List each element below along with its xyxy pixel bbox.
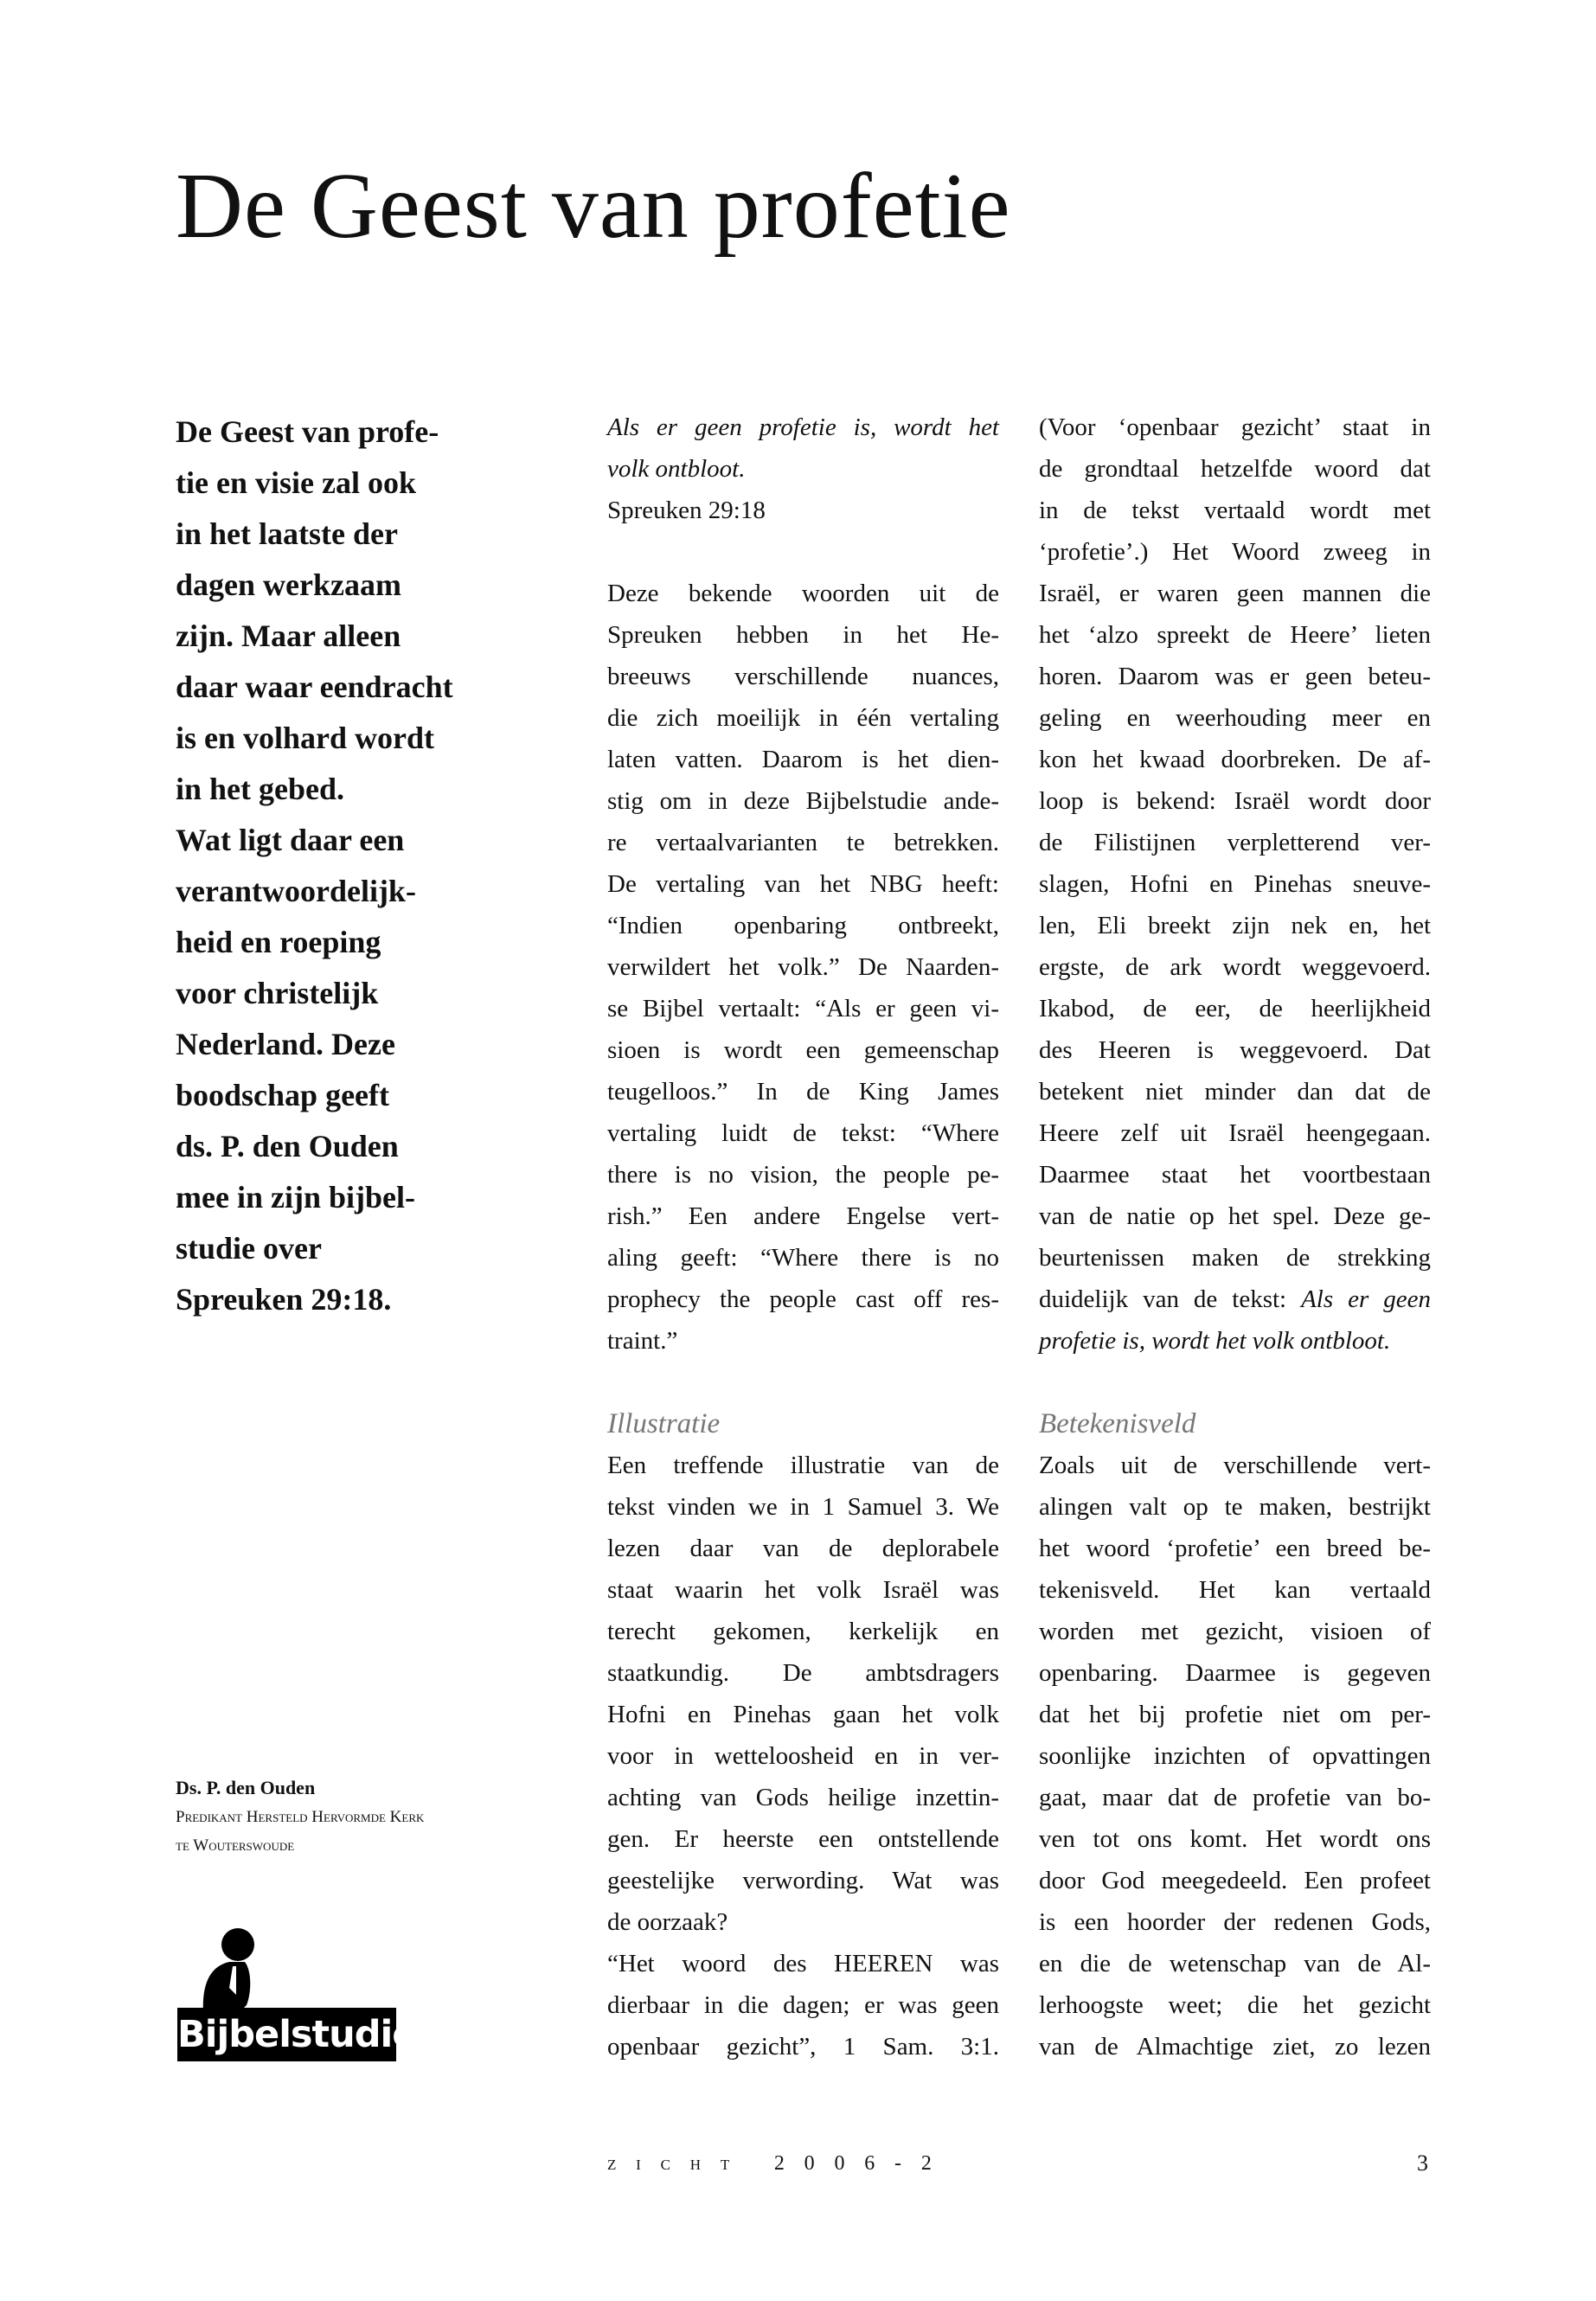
text-line: prophecy the people cast off res- (607, 1285, 999, 1313)
text-line: Als er geen profetie is, wordt het (607, 413, 999, 441)
blank-line (607, 531, 999, 573)
lead-line: tie en visie zal ook (176, 465, 416, 500)
text-line: Hofni en Pinehas gaan het volk (607, 1701, 999, 1728)
lead-line: voor christelijk (176, 976, 379, 1010)
text-line: “Het woord des HEEREN was (607, 1950, 999, 1977)
text-line: lerhoogste weet; die het gezicht (1039, 1991, 1431, 2019)
lead-line: daar waar eendracht (176, 670, 453, 704)
text-line: kon het kwaad doorbreken. De af- (1039, 746, 1431, 773)
bijbelstudie-logo (177, 1919, 417, 2061)
text-line: vertaling luidt de tekst: “Where (607, 1119, 999, 1147)
author-name: Ds. P. den Ouden (176, 1777, 316, 1798)
logo-label: Bijbelstudie (177, 2008, 396, 2061)
text-line: horen. Daarom was er geen beteu- (1039, 663, 1431, 690)
text-line: slagen, Hofni en Pinehas sneuve- (1039, 870, 1431, 898)
text-line: tekst vinden we in 1 Samuel 3. We (607, 1493, 999, 1521)
text-line: Spreuken hebben in het He- (607, 621, 999, 649)
text-line: is een hoorder der redenen Gods, (1039, 1908, 1431, 1936)
text-line: des Heeren is weggevoerd. Dat (1039, 1036, 1431, 1064)
text-line (1039, 1279, 1431, 1320)
text-line: volk ontbloot. (607, 455, 746, 483)
text-line: rish.” Een andere Engelse vert- (607, 1202, 999, 1230)
lead-line: ds. P. den Ouden (176, 1129, 399, 1163)
text-line: Spreuken 29:18 (607, 497, 766, 524)
article-title: De Geest van profetie (176, 155, 1011, 258)
author-place: te Wouterswoude (176, 1836, 295, 1855)
text-line: geling en weerhouding meer en (1039, 704, 1431, 732)
page-number: 3 (1417, 2150, 1428, 2176)
lead-line: studie over (176, 1231, 322, 1266)
text-line: sioen is wordt een gemeenschap (607, 1036, 999, 1064)
text-line: openbaar gezicht”, 1 Sam. 3:1. (607, 2033, 999, 2061)
text-line: Een treffende illustratie van de (607, 1452, 999, 1479)
text-line: terecht gekomen, kerkelijk en (607, 1618, 999, 1645)
lead-line: verantwoordelijk- (176, 874, 416, 908)
text-line: openbaring. Daarmee is gegeven (1039, 1659, 1431, 1687)
body-column-right (1039, 407, 1431, 2067)
text-line: stig om in deze Bijbelstudie ande- (607, 787, 999, 815)
text-line: Daarmee staat het voortbestaan (1039, 1161, 1431, 1189)
text-line: tekenisveld. Het kan vertaald (1039, 1576, 1431, 1604)
text-line: there is no vision, the people pe- (607, 1161, 999, 1189)
text-line: Israël, er waren geen mannen die (1039, 580, 1431, 607)
text-line: laten vatten. Daarom is het dien- (607, 746, 999, 773)
lead-intro (176, 407, 522, 1325)
text-line: beurtenissen maken de strekking (1039, 1244, 1431, 1272)
text-line: in de tekst vertaald wordt met (1039, 497, 1431, 524)
text-line: lezen daar van de deplorabele (607, 1535, 999, 1562)
text-line: breeuws verschillende nuances, (607, 663, 999, 690)
text-line: soonlijke inzichten of opvattingen (1039, 1742, 1431, 1770)
text-line: die zich moeilijk in één vertaling (607, 704, 999, 732)
lead-line: heid en roeping (176, 925, 381, 959)
lead-line: Nederland. Deze (176, 1027, 395, 1061)
lead-line: mee in zijn bijbel- (176, 1180, 415, 1215)
text-line: het ‘alzo spreekt de Heere’ lieten (1039, 621, 1431, 649)
text-line: ‘profetie’.) Het Woord zweeg in (1039, 538, 1431, 566)
text-line: Heere zelf uit Israël heengegaan. (1039, 1119, 1431, 1147)
italic-quote: Als er geen (1301, 1285, 1431, 1313)
text-line: verwildert het volk.” De Naarden- (607, 953, 999, 981)
text-line: gen. Er heerste een ontstellende (607, 1825, 999, 1853)
text-line: van de natie op het spel. Deze ge- (1039, 1202, 1431, 1230)
text-line: dierbaar in die dagen; er was geen (607, 1991, 999, 2019)
section-heading: Betekenisveld (1039, 1408, 1196, 1439)
text-line: worden met gezicht, visioen of (1039, 1618, 1431, 1645)
text-line: ergste, de ark wordt weggevoerd. (1039, 953, 1431, 981)
section-heading: Illustratie (607, 1408, 721, 1439)
text-line: re vertaalvarianten te betrekken. (607, 829, 999, 856)
text-line: de oorzaak? (607, 1908, 728, 1936)
text-line: het woord ‘profetie’ een breed be- (1039, 1535, 1431, 1562)
text-line: “Indien openbaring ontbreekt, (607, 912, 999, 939)
text-line: loop is bekend: Israël wordt door (1039, 787, 1431, 815)
lead-line: De Geest van profe- (176, 414, 439, 449)
lead-line: zijn. Maar alleen (176, 619, 401, 653)
text-line: alingen valt op te maken, bestrijkt (1039, 1493, 1431, 1521)
text-line (1039, 1320, 1431, 1362)
text-line: len, Eli breekt zijn nek en, het (1039, 912, 1431, 939)
author-role: Predikant Hersteld Hervormde Kerk (176, 1808, 425, 1826)
text-line: se Bijbel vertaalt: “Als er geen vi- (607, 995, 999, 1022)
italic-quote: profetie is, wordt het volk ontbloot. (1039, 1327, 1391, 1355)
text-line: ven tot ons komt. Het wordt ons (1039, 1825, 1431, 1853)
lead-line: Spreuken 29:18. (176, 1282, 392, 1317)
text-line: teugelloos.” In de King James (607, 1078, 999, 1106)
author-block (176, 1773, 424, 1860)
text-line: van de Almachtige ziet, zo lezen (1039, 2033, 1431, 2061)
text-line: de Filistijnen verpletterend ver- (1039, 829, 1431, 856)
text-line: Ikabod, de eer, de heerlijkheid (1039, 995, 1431, 1022)
lead-line: boodschap geeft (176, 1078, 390, 1112)
text-line: De vertaling van het NBG heeft: (607, 870, 999, 898)
text-line: de grondtaal hetzelfde woord dat (1039, 455, 1431, 483)
text-line: gaat, maar dat de profetie van bo- (1039, 1784, 1431, 1811)
text-line: achting van Gods heilige inzettin- (607, 1784, 999, 1811)
text-line: staat waarin het volk Israël was (607, 1576, 999, 1604)
lead-line: in het laatste der (176, 516, 398, 551)
text-line: dat het bij profetie niet om per- (1039, 1701, 1431, 1728)
thinking-person-icon (186, 1919, 290, 2014)
text-run: duidelijk van de tekst: (1039, 1285, 1302, 1313)
lead-line: is en volhard wordt (176, 721, 435, 755)
footer-magazine: zicht 2006-2 (607, 2152, 952, 2175)
text-line: Deze bekende woorden uit de (607, 580, 999, 607)
text-line: aling geeft: “Where there is no (607, 1244, 999, 1272)
text-line: staatkundig. De ambtsdragers (607, 1659, 999, 1687)
blank-line (1039, 1362, 1431, 1403)
text-line: en die de wetenschap van de Al- (1039, 1950, 1431, 1977)
blank-line (607, 1362, 999, 1403)
text-line: door God meegedeeld. Een profeet (1039, 1867, 1431, 1894)
text-line: geestelijke verwording. Wat was (607, 1867, 999, 1894)
text-line: Zoals uit de verschillende vert- (1039, 1452, 1431, 1479)
text-line: (Voor ‘openbaar gezicht’ staat in (1039, 413, 1431, 441)
lead-line: dagen werkzaam (176, 567, 401, 602)
text-line: traint.” (607, 1327, 678, 1355)
lead-line: in het gebed. (176, 772, 345, 806)
text-line: betekent niet minder dan dat de (1039, 1078, 1431, 1106)
lead-line: Wat ligt daar een (176, 823, 405, 857)
body-column-middle (607, 407, 999, 2067)
text-line: voor in wetteloosheid en in ver- (607, 1742, 999, 1770)
